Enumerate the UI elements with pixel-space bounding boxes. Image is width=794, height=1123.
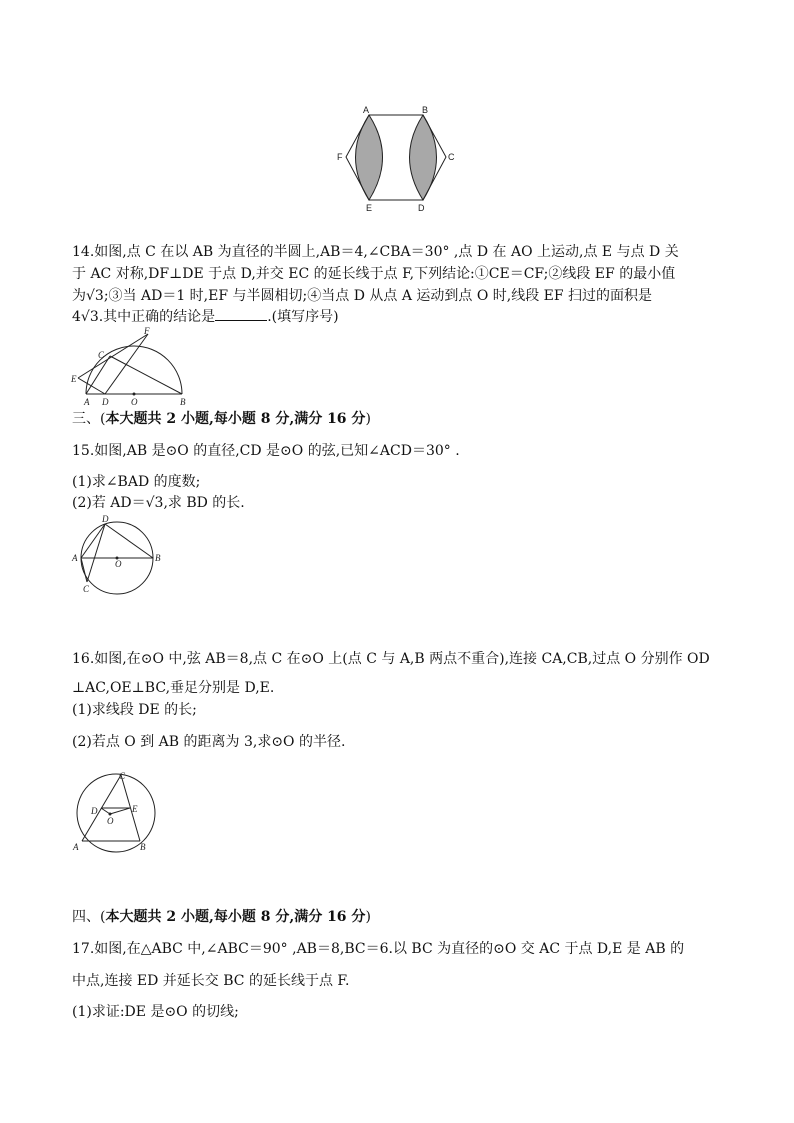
hex-label-A: A	[363, 105, 370, 115]
q14-label-A: A	[84, 397, 90, 407]
hex-label-E: E	[366, 203, 373, 213]
q14-label-O: O	[131, 397, 138, 407]
chord-DB	[105, 524, 153, 558]
q17-line-1: 17.如图,在△ABC 中,∠ABC＝90° ,AB＝8,BC＝6.以 BC 为直径的⊙O 交 AC 于点 D,E 是 AB 的	[72, 941, 685, 957]
q16-label-E: E	[132, 804, 138, 814]
q14-line-4	[72, 306, 732, 328]
chord-AC	[81, 558, 87, 582]
center-point-O	[133, 393, 136, 396]
q14-line-4-suffix: .(填写序号)	[267, 309, 339, 325]
q17-part-1: (1)求证:DE 是⊙O 的切线;	[72, 1004, 239, 1020]
q16-label-O: O	[107, 816, 114, 826]
chord-AD	[81, 524, 105, 558]
circle-O	[77, 774, 155, 852]
q15-label-B: B	[155, 553, 161, 563]
q15-part-2: (2)若 AD＝√3,求 BD 的长.	[72, 495, 245, 511]
q14-line-2: 于 AC 对称,DF⊥DE 于点 D,并交 EC 的延长线于点 F,下列结论:①CE＝CF;②线段 EF 的最小值	[72, 266, 676, 282]
q15-figure	[68, 514, 168, 598]
q14-line-1: 14.如图,点 C 在以 AB 为直径的半圆上,AB＝4,∠CBA＝30° ,点 D 在 AO 上运动,点 E 与点 D 关	[72, 244, 679, 260]
section-3-suffix: )	[365, 411, 371, 427]
q16-part-2: (2)若点 O 到 AB 的距离为 3,求⊙O 的半径.	[72, 734, 346, 750]
hex-label-F: F	[337, 152, 343, 162]
q15-line-1: 15.如图,AB 是⊙O 的直径,CD 是⊙O 的弦,已知∠ACD＝30° .	[72, 443, 460, 459]
section-3-heading	[72, 408, 732, 430]
q16-part-1: (1)求线段 DE 的长;	[72, 702, 197, 718]
q17-line-2: 中点,连接 ED 并延长交 BC 的延长线于点 F.	[72, 973, 350, 989]
hexagon-figure	[336, 100, 466, 218]
q14-label-F: F	[144, 326, 150, 336]
q14-figure	[68, 326, 188, 410]
q14-label-E: E	[71, 374, 77, 384]
section-4-heading	[72, 906, 732, 928]
segment-OE	[110, 808, 130, 814]
q16-label-A: A	[73, 842, 79, 852]
q14-label-B: B	[180, 397, 186, 407]
section-4-title: 本大题共 2 小题,每小题 8 分,满分 16 分	[105, 909, 366, 925]
chord-CD	[87, 524, 105, 582]
q16-label-C: C	[119, 771, 126, 781]
q16-label-D: D	[91, 806, 98, 816]
q15-label-O: O	[115, 559, 122, 569]
q15-label-C: C	[83, 584, 90, 594]
hex-label-D: D	[418, 203, 425, 213]
segment-OD	[101, 808, 110, 814]
answer-blank	[215, 306, 267, 321]
section-3-title: 本大题共 2 小题,每小题 8 分,满分 16 分	[105, 411, 366, 427]
hex-label-C: C	[448, 152, 455, 162]
q16-label-B: B	[140, 842, 146, 852]
q16-figure	[66, 770, 166, 854]
q15-label-D: D	[102, 514, 109, 524]
section-4-suffix: )	[365, 909, 371, 925]
q14-line-3: 为√3;③当 AD＝1 时,EF 与半圆相切;④当点 D 从点 A 运动到点 O 时,线段 EF 扫过的面积是	[72, 288, 653, 304]
q15-part-1: (1)求∠BAD 的度数;	[72, 474, 201, 490]
q16-line-2: ⊥AC,OE⊥BC,垂足分别是 D,E.	[72, 680, 275, 696]
q14-line-4-prefix: 4√3.其中正确的结论是	[72, 309, 216, 325]
segment-EF	[78, 334, 148, 378]
section-4-prefix: 四、(	[72, 909, 106, 925]
left-shaded-region	[356, 115, 383, 200]
q15-label-A: A	[72, 553, 78, 563]
right-shaded-region	[410, 115, 437, 200]
q14-label-C: C	[98, 350, 105, 360]
q14-label-D: D	[102, 397, 109, 407]
segment-DF	[105, 334, 148, 394]
hex-label-B: B	[422, 105, 429, 115]
segment-CB	[110, 356, 182, 394]
section-3-prefix: 三、(	[72, 411, 106, 427]
q16-line-1: 16.如图,在⊙O 中,弦 AB＝8,点 C 在⊙O 上(点 C 与 A,B 两点不重合),连接 CA,CB,过点 O 分别作 OD	[72, 651, 710, 667]
